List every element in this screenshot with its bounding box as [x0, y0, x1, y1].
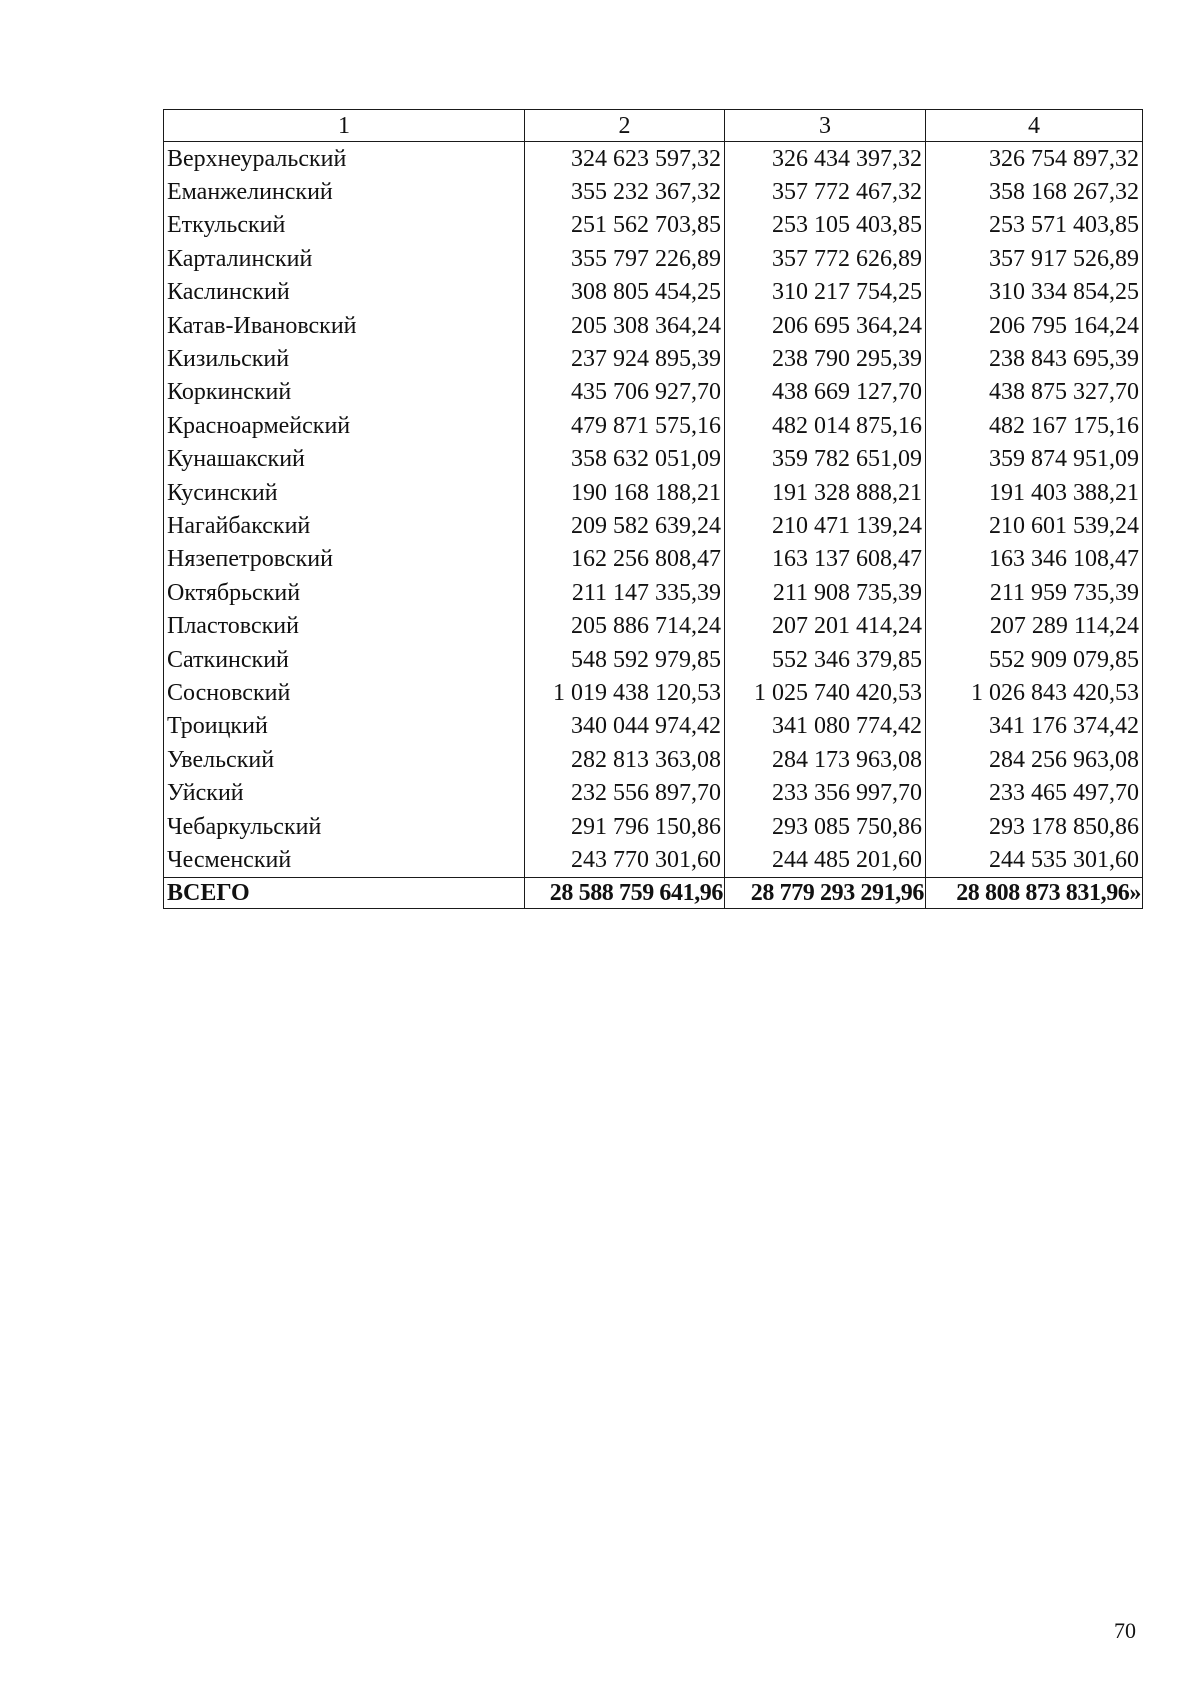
value-col-3: 233 356 997,70	[725, 776, 926, 809]
value-col-2: 548 592 979,85	[525, 643, 725, 676]
total-col-3: 28 779 293 291,96	[725, 877, 926, 908]
value-col-3: 482 014 875,16	[725, 409, 926, 442]
district-name: Коркинский	[164, 376, 525, 409]
value-col-4: 1 026 843 420,53	[926, 676, 1143, 709]
value-col-2: 308 805 454,25	[525, 276, 725, 309]
district-name: Еткульский	[164, 209, 525, 242]
value-col-4: 357 917 526,89	[926, 242, 1143, 275]
value-col-4: 210 601 539,24	[926, 509, 1143, 542]
table-row	[164, 276, 1143, 309]
table-body	[164, 142, 1143, 909]
value-col-3: 552 346 379,85	[725, 643, 926, 676]
district-name: Саткинский	[164, 643, 525, 676]
value-col-3: 163 137 608,47	[725, 543, 926, 576]
column-header-3: 3	[725, 110, 926, 142]
value-col-2: 282 813 363,08	[525, 743, 725, 776]
table-row	[164, 810, 1143, 843]
table-row	[164, 576, 1143, 609]
value-col-2: 205 886 714,24	[525, 609, 725, 642]
value-col-2: 355 232 367,32	[525, 175, 725, 208]
table-row	[164, 175, 1143, 208]
value-col-4: 326 754 897,32	[926, 142, 1143, 176]
header-row	[164, 110, 1143, 142]
value-col-3: 326 434 397,32	[725, 142, 926, 176]
value-col-4: 310 334 854,25	[926, 276, 1143, 309]
value-col-2: 358 632 051,09	[525, 443, 725, 476]
value-col-3: 357 772 467,32	[725, 175, 926, 208]
value-col-4: 359 874 951,09	[926, 443, 1143, 476]
value-col-2: 1 019 438 120,53	[525, 676, 725, 709]
table-row	[164, 242, 1143, 275]
table-row	[164, 309, 1143, 342]
value-col-2: 435 706 927,70	[525, 376, 725, 409]
value-col-2: 340 044 974,42	[525, 710, 725, 743]
table-row	[164, 609, 1143, 642]
value-col-3: 357 772 626,89	[725, 242, 926, 275]
value-col-4: 211 959 735,39	[926, 576, 1143, 609]
table-row	[164, 843, 1143, 877]
value-col-3: 244 485 201,60	[725, 843, 926, 877]
value-col-3: 293 085 750,86	[725, 810, 926, 843]
table-row	[164, 209, 1143, 242]
value-col-3: 253 105 403,85	[725, 209, 926, 242]
budget-table	[163, 109, 1143, 909]
table-row	[164, 643, 1143, 676]
value-col-2: 162 256 808,47	[525, 543, 725, 576]
table-header	[164, 110, 1143, 142]
value-col-4: 238 843 695,39	[926, 342, 1143, 375]
value-col-2: 190 168 188,21	[525, 476, 725, 509]
column-header-4: 4	[926, 110, 1143, 142]
value-col-3: 341 080 774,42	[725, 710, 926, 743]
table-row	[164, 509, 1143, 542]
district-name: Сосновский	[164, 676, 525, 709]
value-col-3: 1 025 740 420,53	[725, 676, 926, 709]
value-col-4: 233 465 497,70	[926, 776, 1143, 809]
district-name: Катав-Ивановский	[164, 309, 525, 342]
page-number: 70	[1114, 1618, 1136, 1643]
value-col-4: 358 168 267,32	[926, 175, 1143, 208]
table-row	[164, 142, 1143, 176]
district-name: Уйский	[164, 776, 525, 809]
district-name: Пластовский	[164, 609, 525, 642]
value-col-3: 211 908 735,39	[725, 576, 926, 609]
value-col-2: 251 562 703,85	[525, 209, 725, 242]
table-row	[164, 443, 1143, 476]
value-col-2: 243 770 301,60	[525, 843, 725, 877]
district-name: Чебаркульский	[164, 810, 525, 843]
value-col-4: 482 167 175,16	[926, 409, 1143, 442]
column-header-2: 2	[525, 110, 725, 142]
total-col-2: 28 588 759 641,96	[525, 877, 725, 908]
district-name: Чесменский	[164, 843, 525, 877]
value-col-3: 359 782 651,09	[725, 443, 926, 476]
district-name: Увельский	[164, 743, 525, 776]
value-col-2: 205 308 364,24	[525, 309, 725, 342]
total-label: ВСЕГО	[164, 877, 525, 908]
district-name: Красноармейский	[164, 409, 525, 442]
value-col-4: 293 178 850,86	[926, 810, 1143, 843]
value-col-4: 163 346 108,47	[926, 543, 1143, 576]
value-col-2: 291 796 150,86	[525, 810, 725, 843]
value-col-4: 552 909 079,85	[926, 643, 1143, 676]
value-col-3: 191 328 888,21	[725, 476, 926, 509]
value-col-4: 438 875 327,70	[926, 376, 1143, 409]
value-col-3: 206 695 364,24	[725, 309, 926, 342]
value-col-3: 284 173 963,08	[725, 743, 926, 776]
table-row	[164, 342, 1143, 375]
value-col-4: 207 289 114,24	[926, 609, 1143, 642]
district-name: Еманжелинский	[164, 175, 525, 208]
value-col-3: 438 669 127,70	[725, 376, 926, 409]
total-row	[164, 877, 1143, 908]
district-name: Верхнеуральский	[164, 142, 525, 176]
district-name: Каслинский	[164, 276, 525, 309]
value-col-4: 244 535 301,60	[926, 843, 1143, 877]
value-col-2: 479 871 575,16	[525, 409, 725, 442]
value-col-2: 237 924 895,39	[525, 342, 725, 375]
district-name: Октябрьский	[164, 576, 525, 609]
value-col-2: 324 623 597,32	[525, 142, 725, 176]
table-row	[164, 376, 1143, 409]
district-name: Кунашакский	[164, 443, 525, 476]
table-row	[164, 710, 1143, 743]
table-row	[164, 743, 1143, 776]
table-row	[164, 409, 1143, 442]
district-name: Нязепетровский	[164, 543, 525, 576]
value-col-3: 210 471 139,24	[725, 509, 926, 542]
value-col-4: 191 403 388,21	[926, 476, 1143, 509]
table-row	[164, 676, 1143, 709]
district-name: Карталинский	[164, 242, 525, 275]
value-col-3: 207 201 414,24	[725, 609, 926, 642]
total-col-4: 28 808 873 831,96»	[926, 877, 1143, 908]
district-name: Кизильский	[164, 342, 525, 375]
table-row	[164, 476, 1143, 509]
column-header-1: 1	[164, 110, 525, 142]
value-col-2: 355 797 226,89	[525, 242, 725, 275]
district-name: Троицкий	[164, 710, 525, 743]
value-col-3: 238 790 295,39	[725, 342, 926, 375]
value-col-4: 206 795 164,24	[926, 309, 1143, 342]
district-name: Кусинский	[164, 476, 525, 509]
table-row	[164, 543, 1143, 576]
value-col-2: 211 147 335,39	[525, 576, 725, 609]
value-col-4: 253 571 403,85	[926, 209, 1143, 242]
value-col-4: 284 256 963,08	[926, 743, 1143, 776]
value-col-2: 209 582 639,24	[525, 509, 725, 542]
value-col-4: 341 176 374,42	[926, 710, 1143, 743]
table-row	[164, 776, 1143, 809]
value-col-3: 310 217 754,25	[725, 276, 926, 309]
district-name: Нагайбакский	[164, 509, 525, 542]
value-col-2: 232 556 897,70	[525, 776, 725, 809]
